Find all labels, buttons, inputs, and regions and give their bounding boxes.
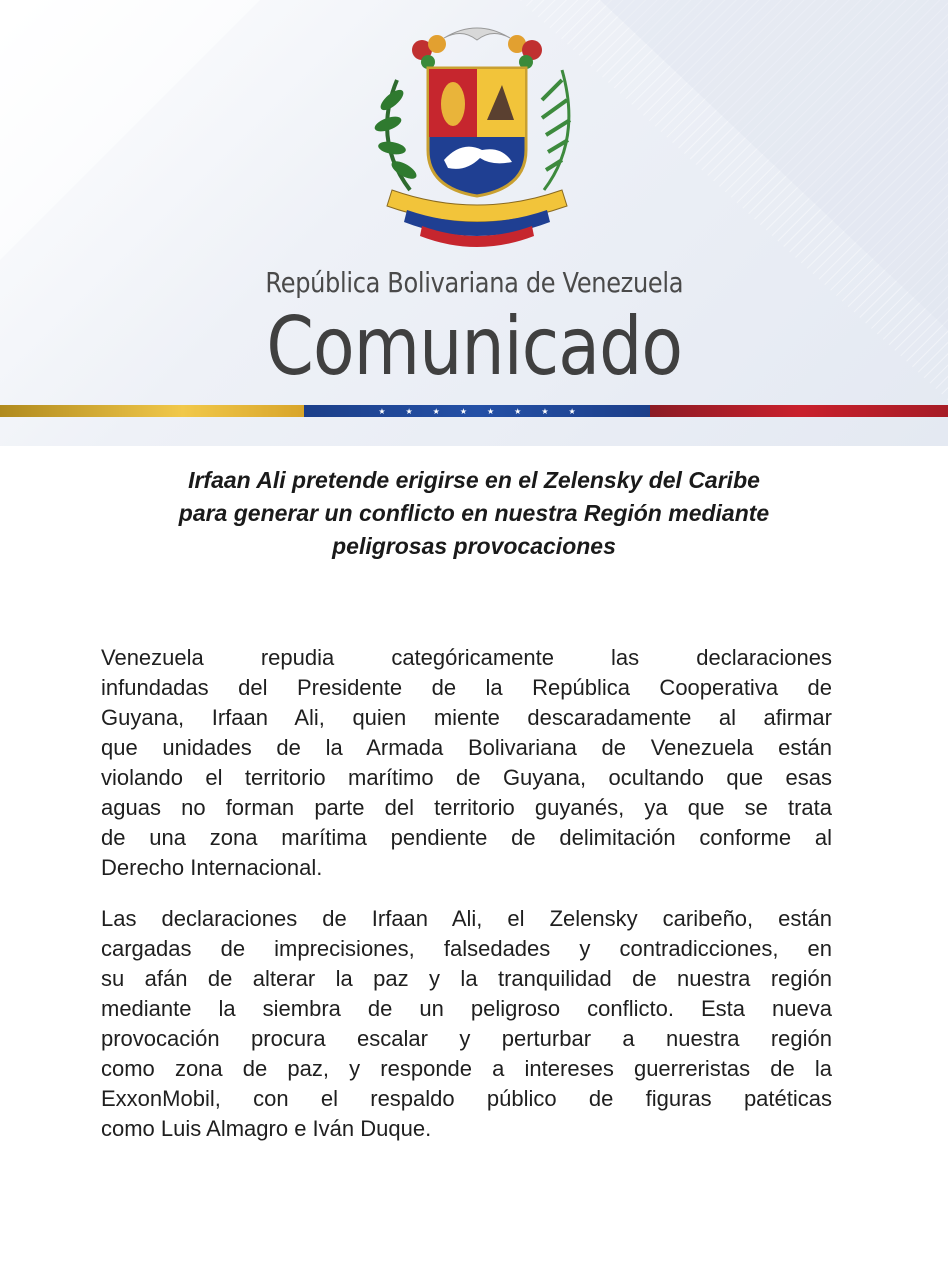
paragraph-line: ExxonMobil, con el respaldo público de figuras patéticas <box>101 1086 832 1111</box>
palm-branch-icon <box>542 70 570 190</box>
star-icon: ★ <box>568 406 576 416</box>
star-icon: ★ <box>378 406 386 416</box>
paragraph-line: Las declaraciones de Irfaan Ali, el Zelensky caribeño, están <box>101 906 832 931</box>
republic-name: República Bolivariana de Venezuela <box>265 266 684 299</box>
paragraph-line: cargadas de imprecisiones, falsedades y contradicciones, en <box>101 936 832 961</box>
star-icon: ★ <box>405 406 413 416</box>
title-line: Irfaan Ali pretende erigirse en el Zelensky del Caribe <box>188 467 760 493</box>
paragraph-2 <box>101 904 832 1144</box>
flag-color-band <box>0 405 948 417</box>
paragraph-line: violando el territorio marítimo de Guyana, ocultando que esas <box>101 765 832 790</box>
paragraph-1 <box>101 643 832 883</box>
band-blue <box>304 405 650 417</box>
star-icon: ★ <box>432 406 440 416</box>
ribbon-banner-icon <box>387 190 567 247</box>
coat-of-arms-emblem <box>362 20 592 252</box>
paragraph-line: Guyana, Irfaan Ali, quien miente descaradamente al afirmar <box>101 705 832 730</box>
band-yellow <box>0 405 304 417</box>
star-icon: ★ <box>541 406 549 416</box>
star-icon: ★ <box>459 406 467 416</box>
title-line: peligrosas provocaciones <box>332 533 616 559</box>
communique-title <box>100 464 848 563</box>
paragraph-line: como zona de paz, y responde a intereses guerreristas de la <box>101 1056 832 1081</box>
paragraph-line: Derecho Internacional. <box>101 855 323 880</box>
shield-icon <box>428 68 526 196</box>
paragraph-line: infundadas del Presidente de la República Cooperativa de <box>101 675 832 700</box>
paragraph-line: de una zona marítima pendiente de delimitación conforme al <box>101 825 832 850</box>
paragraph-line: aguas no forman parte del territorio guyanés, ya que se trata <box>101 795 832 820</box>
header-banner <box>0 0 948 446</box>
paragraph-line: como Luis Almagro e Iván Duque. <box>101 1116 432 1141</box>
laurel-branch-icon <box>373 80 419 190</box>
paragraph-line: Venezuela repudia categóricamente las declaraciones <box>101 645 832 670</box>
star-icon: ★ <box>487 406 495 416</box>
paragraph-line: mediante la siembra de un peligroso conflicto. Esta nueva <box>101 996 832 1021</box>
cornucopia-icon <box>412 28 542 69</box>
paragraph-line: que unidades de la Armada Bolivariana de Venezuela están <box>101 735 832 760</box>
band-red <box>650 405 948 417</box>
title-line: para generar un conflicto en nuestra Región mediante <box>178 500 770 526</box>
paragraph-line: su afán de alterar la paz y la tranquilidad de nuestra región <box>101 966 832 991</box>
document-type-heading: Comunicado <box>266 300 683 393</box>
paragraph-line: provocación procura escalar y perturbar a nuestra región <box>101 1026 832 1051</box>
star-icon: ★ <box>514 406 522 416</box>
